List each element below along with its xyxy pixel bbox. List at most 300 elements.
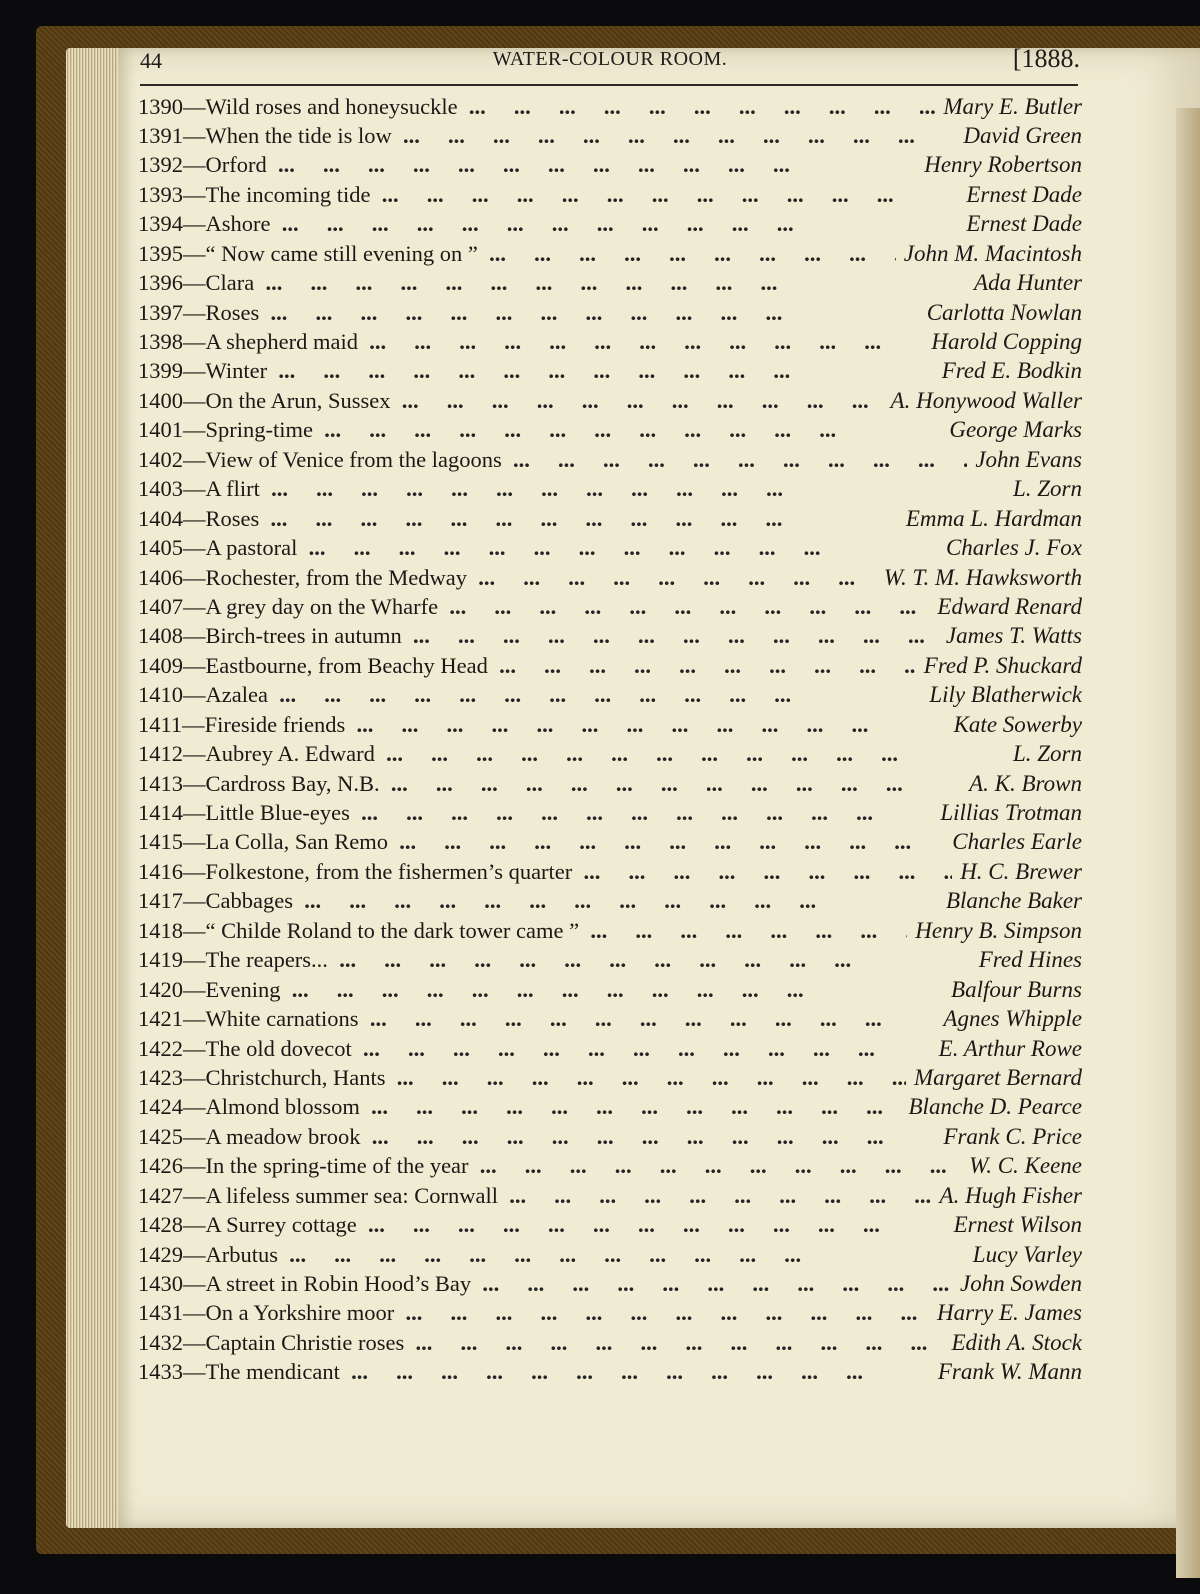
entry-dash: — (183, 770, 206, 796)
entry-title: On the Arun, Sussex (205, 387, 391, 413)
entry-artist: Fred P. Shuckard (923, 652, 1082, 678)
entry-line (138, 504, 1082, 533)
entry-title: A street in Robin Hood’s Bay (205, 1271, 472, 1296)
catalogue-entry (138, 1152, 1082, 1181)
entry-title: The incoming tide (205, 181, 371, 207)
entry-line (138, 1299, 1082, 1328)
entry-number: 1413 (138, 770, 183, 796)
entry-number: 1405 (138, 535, 183, 561)
entry-number: 1430 (138, 1271, 183, 1296)
entry-number: 1409 (138, 652, 183, 678)
leader-dots (267, 152, 916, 178)
page-edges (66, 48, 126, 1528)
entry-artist: Henry B. Simpson (915, 917, 1082, 943)
entry-artist: Agnes Whipple (943, 1006, 1082, 1032)
leader-dots (278, 1242, 965, 1268)
catalogue-entry (138, 887, 1082, 916)
next-page-edge (1176, 108, 1200, 1578)
entry-line (138, 740, 1082, 769)
entry-artist: George Marks (949, 417, 1082, 443)
catalogue-entry (138, 269, 1082, 298)
catalogue-entry (138, 651, 1082, 680)
catalogue-entry (138, 1093, 1082, 1122)
leader-dots (260, 476, 1005, 502)
entry-artist: Henry Robertson (924, 152, 1082, 178)
entry-dash: — (183, 1182, 206, 1208)
leader-dots (502, 447, 968, 473)
entry-line (138, 651, 1082, 680)
leader-dots (467, 565, 876, 591)
catalogue-entry (138, 740, 1082, 769)
entry-title: Azalea (205, 682, 268, 708)
entry-artist: A. K. Brown (969, 770, 1082, 796)
entry-number: 1412 (138, 741, 183, 767)
entry-dash: — (182, 711, 205, 737)
entry-dash: — (183, 270, 206, 296)
entry-artist: Edward Renard (937, 593, 1082, 619)
entry-number: 1414 (138, 800, 183, 825)
entry-title: Clara (205, 270, 255, 296)
entry-title: The reapers... (205, 947, 328, 973)
entry-title: Ashore (205, 211, 271, 237)
entry-artist: Ada Hunter (974, 270, 1082, 296)
leader-dots (254, 270, 966, 296)
leader-dots (313, 417, 941, 443)
entry-title: A Surrey cottage (205, 1212, 357, 1238)
entry-number: 1394 (138, 211, 183, 237)
entry-artist: A. Honywood Waller (890, 387, 1082, 413)
entry-line (138, 1358, 1082, 1387)
entry-dash: — (183, 682, 206, 708)
entry-dash: — (183, 446, 206, 472)
leader-dots (385, 1065, 906, 1091)
entry-dash: — (183, 417, 206, 443)
leader-dots (267, 358, 934, 384)
entry-number: 1402 (138, 446, 183, 472)
leader-dots (438, 594, 929, 620)
entry-line (138, 1152, 1082, 1181)
catalogue-entry (138, 328, 1082, 357)
entry-dash: — (183, 152, 206, 178)
catalogue-entry (138, 386, 1082, 415)
entry-line (138, 1034, 1082, 1063)
catalogue-entry (138, 828, 1082, 857)
entry-artist: L. Zorn (1012, 741, 1082, 767)
entry-line (138, 180, 1082, 209)
catalogue-entry (138, 1270, 1082, 1299)
entry-artist: Mary E. Butler (943, 93, 1082, 119)
entry-artist: John Evans (975, 446, 1082, 472)
entry-artist: Charles Earle (952, 829, 1082, 855)
header-rule (140, 84, 1078, 86)
entry-line (138, 946, 1082, 975)
entry-artist: Blanche D. Pearce (908, 1094, 1082, 1120)
entry-artist: Lucy Varley (972, 1241, 1082, 1267)
catalogue-entry (138, 592, 1082, 621)
catalogue-entry (138, 857, 1082, 886)
entry-artist: A. Hugh Fisher (939, 1182, 1082, 1208)
entry-line (138, 1093, 1082, 1122)
entry-title: Little Blue-eyes (205, 800, 350, 825)
entry-title: When the tide is low (205, 122, 392, 148)
entry-title: Folkestone, from the fishermen’s quarter (205, 858, 573, 884)
leader-dots (469, 1153, 962, 1179)
leader-dots (471, 1271, 952, 1297)
entry-line (138, 1005, 1082, 1034)
entry-artist: Charles J. Fox (945, 535, 1082, 561)
entry-dash: — (183, 829, 206, 855)
catalogue-entry (138, 475, 1082, 504)
entry-title: A meadow brook (205, 1123, 361, 1149)
entry-title: Roses (205, 299, 260, 325)
entry-title: Christchurch, Hants (205, 1064, 386, 1090)
entry-dash: — (183, 387, 206, 413)
catalogue-list (138, 92, 1082, 1387)
entry-title: The old dovecot (205, 1035, 352, 1061)
entry-dash: — (183, 299, 206, 325)
entry-dash: — (183, 1123, 206, 1149)
catalogue-entry (138, 504, 1082, 533)
entry-line (138, 475, 1082, 504)
catalogue-entry (138, 1358, 1082, 1387)
catalogue-entry (138, 769, 1082, 798)
entry-artist: L. Zorn (1012, 476, 1082, 502)
entry-title: Rochester, from the Medway (205, 564, 468, 590)
catalogue-entry (138, 151, 1082, 180)
leader-dots (388, 829, 944, 855)
leader-dots (297, 535, 938, 561)
entry-artist: Fred Hines (978, 947, 1082, 973)
entry-dash: — (183, 476, 206, 502)
catalogue-entry (138, 975, 1082, 1004)
entry-dash: — (183, 181, 206, 207)
leader-dots (402, 623, 938, 649)
catalogue-entry (138, 710, 1082, 739)
catalogue-entry (138, 1181, 1082, 1210)
leader-dots (259, 300, 918, 326)
leader-dots (345, 712, 945, 738)
catalogue-entry (138, 239, 1082, 268)
entry-artist: James T. Watts (945, 623, 1082, 649)
entry-line (138, 151, 1082, 180)
entry-dash: — (183, 888, 206, 914)
entry-number: 1401 (138, 417, 183, 443)
leader-dots (579, 918, 907, 944)
catalogue-entry (138, 357, 1082, 386)
entry-title: Cabbages (205, 888, 293, 914)
catalogue-entry (138, 916, 1082, 945)
entry-title: Almond blossom (205, 1094, 360, 1120)
entry-title: “ Now came still evening on ” (205, 240, 478, 266)
entry-number: 1398 (138, 329, 183, 354)
entry-title: White carnations (205, 1006, 359, 1032)
page-year: [1888. (1012, 44, 1080, 73)
catalogue-entry (138, 1328, 1082, 1357)
catalogue-entry (138, 121, 1082, 150)
entry-artist: H. C. Brewer (960, 858, 1082, 884)
entry-dash: — (183, 1212, 206, 1238)
entry-title: Eastbourne, from Beachy Head (205, 652, 488, 678)
entry-line (138, 857, 1082, 886)
entry-title: A flirt (205, 476, 260, 502)
entry-line (138, 681, 1082, 710)
entry-dash: — (183, 564, 206, 590)
leader-dots (268, 682, 921, 708)
entry-title: A grey day on the Wharfe (205, 593, 439, 619)
entry-title: Spring-time (205, 417, 313, 443)
entry-line (138, 1181, 1082, 1210)
entry-dash: — (183, 1241, 206, 1267)
page-number: 44 (140, 48, 162, 73)
entry-title: Captain Christie roses (205, 1329, 405, 1355)
leader-dots (478, 241, 896, 267)
leader-dots (259, 506, 898, 532)
entry-title: Aubrey A. Edward (205, 741, 375, 767)
leader-dots (359, 1006, 936, 1032)
entry-title: Winter (205, 358, 268, 384)
entry-line (138, 298, 1082, 327)
entry-dash: — (183, 329, 206, 354)
entry-number: 1400 (138, 387, 183, 413)
entry-number: 1399 (138, 358, 183, 384)
entry-title: Cardross Bay, N.B. (205, 770, 380, 796)
leader-dots (572, 859, 952, 885)
entry-number: 1421 (138, 1006, 183, 1032)
entry-number: 1420 (138, 976, 183, 1002)
entry-line (138, 357, 1082, 386)
entry-line (138, 445, 1082, 474)
catalogue-entry (138, 1063, 1082, 1092)
entry-line (138, 975, 1082, 1004)
entry-artist: Emma L. Hardman (905, 505, 1082, 531)
entry-dash: — (183, 93, 206, 119)
entry-line (138, 1270, 1082, 1299)
entry-title: Fireside friends (204, 711, 346, 737)
entry-title: The mendicant (205, 1359, 340, 1385)
leader-dots (293, 888, 938, 914)
entry-line (138, 328, 1082, 357)
entry-line (138, 386, 1082, 415)
entry-artist: Margaret Bernard (913, 1064, 1082, 1090)
entry-number: 1429 (138, 1241, 183, 1267)
catalogue-entry (138, 1299, 1082, 1328)
entry-dash: — (183, 917, 206, 943)
entry-artist: Frank W. Mann (937, 1359, 1082, 1385)
entry-dash: — (183, 1006, 206, 1032)
entry-line (138, 799, 1082, 828)
entry-dash: — (183, 505, 206, 531)
entry-artist: Frank C. Price (943, 1123, 1082, 1149)
leader-dots (370, 182, 958, 208)
catalogue-entry (138, 563, 1082, 592)
entry-line (138, 269, 1082, 298)
entry-artist: W. T. M. Hawksworth (883, 564, 1082, 590)
entry-dash: — (183, 593, 206, 619)
entry-line (138, 1211, 1082, 1240)
entry-dash: — (183, 211, 206, 237)
entry-line (138, 710, 1082, 739)
entry-number: 1432 (138, 1329, 183, 1355)
entry-artist: Edith A. Stock (951, 1329, 1082, 1355)
entry-number: 1404 (138, 505, 183, 531)
leader-dots (391, 388, 883, 414)
entry-line (138, 563, 1082, 592)
leader-dots (404, 1330, 943, 1356)
entry-line (138, 1240, 1082, 1269)
leader-dots (380, 771, 961, 797)
entry-artist: W. C. Keene (969, 1153, 1082, 1179)
leader-dots (350, 800, 932, 826)
leader-dots (280, 977, 943, 1003)
entry-line (138, 210, 1082, 239)
entry-line (138, 769, 1082, 798)
leader-dots (498, 1183, 932, 1209)
entry-artist: Lillias Trotman (940, 800, 1082, 825)
leader-dots (270, 211, 958, 237)
entry-line (138, 622, 1082, 651)
entry-line (138, 1328, 1082, 1357)
entry-title: Birch-trees in autumn (205, 623, 402, 649)
entry-title: A lifeless summer sea: Cornwall (205, 1182, 498, 1208)
entry-title: Wild roses and honeysuckle (205, 93, 458, 119)
entry-title: View of Venice from the lagoons (205, 446, 502, 472)
entry-dash: — (183, 535, 206, 561)
entry-number: 1426 (138, 1153, 183, 1179)
entry-line (138, 1063, 1082, 1092)
entry-number: 1427 (138, 1182, 183, 1208)
entry-number: 1423 (138, 1064, 183, 1090)
entry-number: 1419 (138, 947, 183, 973)
entry-dash: — (183, 858, 206, 884)
entry-artist: John M. Macintosh (903, 240, 1082, 266)
entry-dash: — (183, 1064, 206, 1090)
entry-number: 1393 (138, 181, 183, 207)
entry-number: 1428 (138, 1212, 183, 1238)
catalogue-entry (138, 1034, 1082, 1063)
entry-title: Evening (205, 976, 281, 1002)
entry-artist: Kate Sowerby (953, 711, 1082, 737)
entry-dash: — (183, 1153, 206, 1179)
entry-number: 1407 (138, 593, 183, 619)
leader-dots (360, 1094, 901, 1120)
entry-dash: — (183, 800, 206, 825)
entry-dash: — (183, 976, 206, 1002)
entry-number: 1422 (138, 1035, 183, 1061)
entry-line (138, 828, 1082, 857)
entry-number: 1390 (138, 93, 183, 119)
catalogue-entry (138, 1122, 1082, 1151)
entry-dash: — (183, 741, 206, 767)
catalogue-entry (138, 298, 1082, 327)
entry-line (138, 92, 1082, 121)
entry-dash: — (183, 652, 206, 678)
catalogue-entry (138, 1240, 1082, 1269)
entry-artist: John Sowden (959, 1271, 1082, 1296)
entry-title: Roses (205, 505, 260, 531)
entry-number: 1410 (138, 682, 183, 708)
entry-artist: Harry E. James (937, 1300, 1082, 1326)
catalogue-entry (138, 946, 1082, 975)
entry-number: 1391 (138, 122, 183, 148)
leader-dots (328, 947, 971, 973)
entry-number: 1403 (138, 476, 183, 502)
entry-artist: Ernest Wilson (953, 1212, 1082, 1238)
entry-title: Arbutus (205, 1241, 278, 1267)
leader-dots (488, 653, 916, 679)
catalogue-entry (138, 1211, 1082, 1240)
entry-number: 1392 (138, 152, 183, 178)
entry-artist: Ernest Dade (966, 211, 1082, 237)
entry-dash: — (183, 1329, 206, 1355)
leader-dots (360, 1124, 935, 1150)
entry-artist: Balfour Burns (951, 976, 1082, 1002)
entry-dash: — (183, 122, 206, 148)
page-title: WATER-COLOUR ROOM. (492, 48, 728, 70)
leader-dots (458, 94, 936, 120)
entry-title: In the spring-time of the year (205, 1153, 469, 1179)
entry-line (138, 887, 1082, 916)
entry-line (138, 916, 1082, 945)
entry-title: A shepherd maid (205, 329, 358, 354)
catalogue-entry (138, 622, 1082, 651)
leader-dots (394, 1300, 929, 1326)
leader-dots (358, 329, 923, 355)
entry-artist: Harold Copping (931, 329, 1082, 354)
entry-title: “ Childe Roland to the dark tower came ” (205, 917, 580, 943)
entry-dash: — (183, 240, 206, 266)
entry-artist: Carlotta Nowlan (926, 299, 1082, 325)
catalogue-entry (138, 92, 1082, 121)
entry-line (138, 239, 1082, 268)
leader-dots (357, 1212, 946, 1238)
entry-artist: Blanche Baker (945, 888, 1082, 914)
entry-line (138, 121, 1082, 150)
entry-title: On a Yorkshire moor (205, 1300, 395, 1326)
catalogue-entry (138, 799, 1082, 828)
entry-artist: E. Arthur Rowe (938, 1035, 1082, 1061)
leader-dots (340, 1359, 930, 1385)
entry-title: La Colla, San Remo (205, 829, 388, 855)
catalogue-entry (138, 681, 1082, 710)
entry-number: 1415 (138, 829, 183, 855)
entry-line (138, 1122, 1082, 1151)
entry-dash: — (183, 1271, 206, 1296)
leader-dots (352, 1036, 931, 1062)
entry-dash: — (183, 623, 206, 649)
leader-dots (392, 123, 956, 149)
entry-title: Orford (205, 152, 267, 178)
entry-number: 1417 (138, 888, 183, 914)
entry-dash: — (183, 1035, 206, 1061)
entry-line (138, 534, 1082, 563)
entry-number: 1425 (138, 1123, 183, 1149)
catalogue-entry (138, 180, 1082, 209)
catalogue-entry (138, 210, 1082, 239)
entry-number: 1431 (138, 1300, 183, 1326)
entry-line (138, 416, 1082, 445)
catalogue-entry (138, 1005, 1082, 1034)
entry-number: 1418 (138, 917, 183, 943)
entry-number: 1395 (138, 240, 183, 266)
entry-dash: — (183, 1300, 206, 1326)
entry-dash: — (183, 358, 206, 384)
entry-number: 1408 (138, 623, 183, 649)
entry-number: 1406 (138, 564, 183, 590)
catalogue-entry (138, 416, 1082, 445)
entry-artist: David Green (963, 122, 1082, 148)
entry-number: 1396 (138, 270, 183, 296)
entry-number: 1397 (138, 299, 183, 325)
